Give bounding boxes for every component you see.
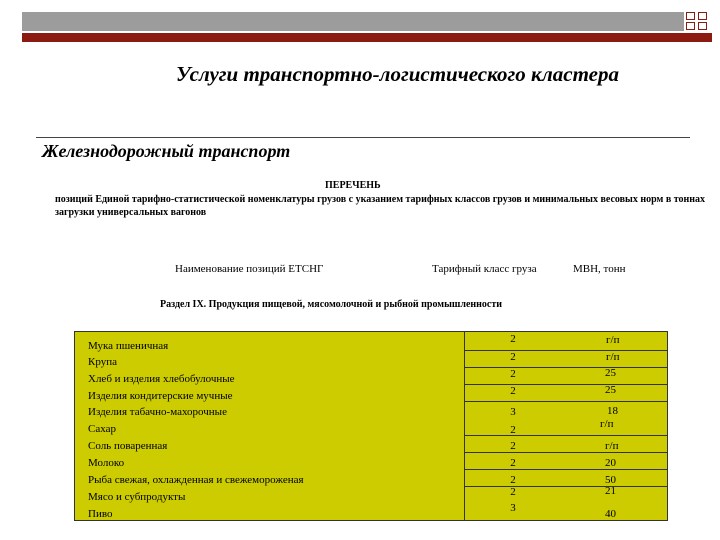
table-row-class: 2 (510, 424, 516, 436)
table-row-mbn: г/п (606, 334, 620, 346)
table-row-mbn: 18 (607, 405, 618, 417)
list-heading: ПЕРЕЧЕНЬ (325, 180, 381, 191)
description: позиций Единой тарифно-статистической номенклатуры грузов с указанием тарифных классов грузов и минимальных весовых норм в тоннах загрузки универсальных вагонов (55, 194, 706, 218)
header-decoration (22, 12, 712, 38)
table-row-class: 2 (510, 368, 516, 380)
table-row-class: 2 (510, 333, 516, 345)
table-row-name: Соль поваренная (88, 440, 168, 452)
table-row-mbn: 40 (605, 508, 616, 520)
table-row-class: 2 (510, 474, 516, 486)
divider (36, 137, 690, 138)
section-title: Железнодорожный транспорт (42, 141, 291, 161)
table-row-name: Пиво (88, 508, 113, 520)
table-row-name: Мясо и субпродукты (88, 491, 186, 503)
row-divider (464, 469, 668, 470)
razdel-title: Раздел IX. Продукция пищевой, мясомолочной и рыбной промышленности (160, 299, 503, 310)
header-gray-bar (22, 12, 684, 31)
table-row-class: 3 (510, 406, 516, 418)
header-square (686, 12, 695, 20)
table-row-name: Рыба свежая, охлажденная и свежемороженая (88, 474, 304, 486)
column-header-mbn: МВН, тонн (573, 263, 626, 275)
header-square (686, 22, 695, 30)
row-divider (464, 401, 668, 402)
table-row-class: 2 (510, 351, 516, 363)
column-header-class: Тарифный класс груза (432, 263, 537, 275)
row-divider (464, 367, 668, 368)
table-row-mbn: 21 (605, 485, 616, 497)
column-header-name: Наименование позиций ЕТСНГ (175, 263, 324, 275)
table-row-name: Мука пшеничная (88, 340, 169, 352)
table-row-name: Молоко (88, 457, 125, 469)
table-row-class: 2 (510, 440, 516, 452)
header-square (698, 12, 707, 20)
row-divider (464, 384, 668, 385)
table-row-mbn: 50 (605, 474, 616, 486)
table-row-class: 2 (510, 457, 516, 469)
table-row-mbn: г/п (605, 440, 619, 452)
row-divider (464, 435, 668, 436)
table-row-class: 3 (510, 502, 516, 514)
table-row-mbn: 25 (605, 367, 616, 379)
row-divider (464, 486, 668, 487)
header-square (698, 22, 707, 30)
table-row-class: 2 (510, 486, 516, 498)
slide-title: Услуги транспортно-логистического кластера (176, 62, 619, 86)
table-row-mbn: 25 (605, 384, 616, 396)
header-red-bar (22, 33, 712, 42)
header-squares (686, 12, 712, 31)
table-row-name: Изделия кондитерские мучные (88, 390, 233, 402)
table-row-mbn: г/п (600, 418, 614, 430)
table-row-name: Хлеб и изделия хлебобулочные (88, 373, 235, 385)
table-row-mbn: г/п (606, 351, 620, 363)
table-row-mbn: 20 (605, 457, 616, 469)
table-row-name: Сахар (88, 423, 116, 435)
table-row-name: Изделия табачно-махорочные (88, 406, 227, 418)
table-row-class: 2 (510, 385, 516, 397)
row-divider (464, 350, 668, 351)
row-divider (464, 452, 668, 453)
table-row-name: Крупа (88, 356, 117, 368)
